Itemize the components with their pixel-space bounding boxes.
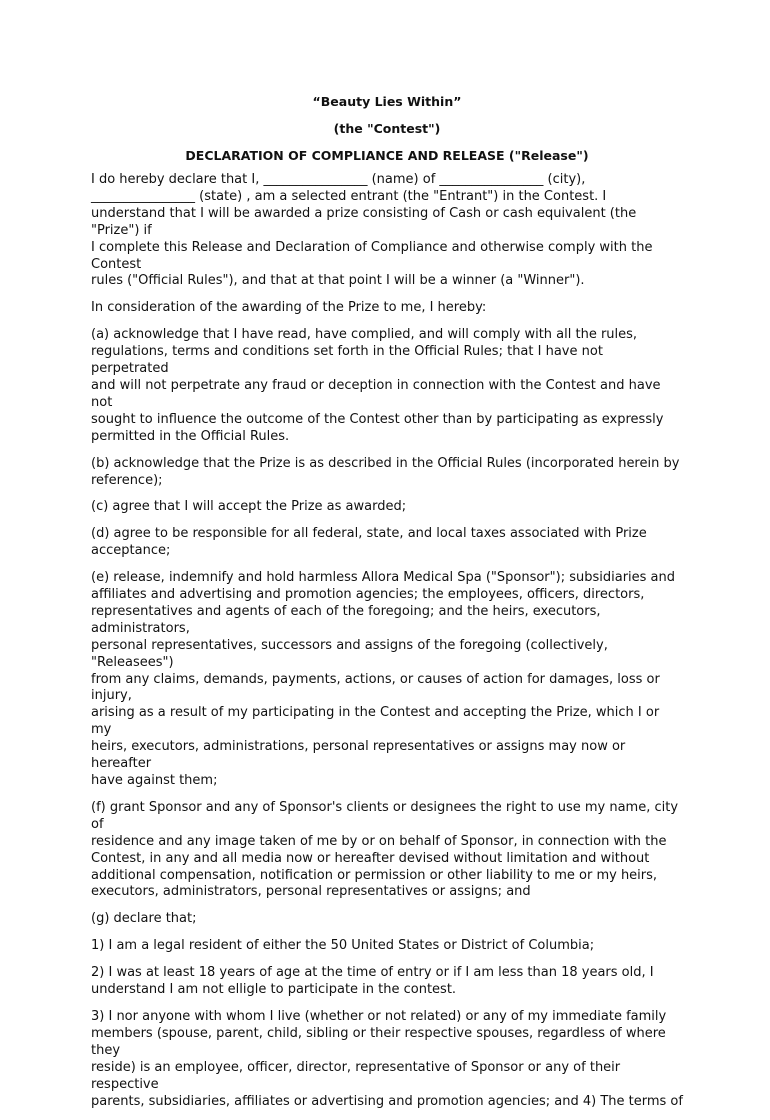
declare-item-3-paragraph: 3) I nor anyone with whom I live (whether or not related) or any of my immediate family members (spouse, parent, child, sibling or their respective spouses, regardless of where they reside) is an employee, officer, director, representative of Sponsor or any of their respective parents, subsidiaries, affiliates or advertising and promotion agencies; and 4) The terms of bbox=[91, 1008, 683, 1109]
clause-g-paragraph: (g) declare that; bbox=[91, 911, 197, 927]
document-subtitle: (the "Contest") bbox=[333, 121, 441, 136]
declare-item-2-paragraph: 2) I was at least 18 years of age at the time of entry or if I am less than 18 years old, I understand I am not elligle to participate in the contest. bbox=[91, 965, 654, 998]
document-page bbox=[91, 94, 683, 1120]
clause-a-paragraph: (a) acknowledge that I have read, have complied, and will comply with all the rules, regulations, terms and conditions set forth in the Official Rules; that I have not perpetrated and will not perpetrate any fraud or deception in connection with the Contest and have not sought to influence the outcome of the Contest other than by participating as expressly permitted in the Official Rules. bbox=[91, 327, 664, 444]
document-heading: DECLARATION OF COMPLIANCE AND RELEASE ("Release") bbox=[185, 148, 589, 163]
consideration-paragraph: In consideration of the awarding of the Prize to me, I hereby: bbox=[91, 300, 487, 316]
declaration-paragraph: I do hereby declare that I, ________________ (name) of ________________ (city), ________________ (state) , am a selected entrant (the "Entrant") in the Contest. I understand that I will be awarded a prize consisting of Cash or cash equivalent (the "Prize") if I complete this Release and Declaration of Compliance and otherwise comply with the Contest rules ("Official Rules"), and that at that point I will be a winner (a "Winner"). bbox=[91, 172, 653, 289]
clause-b-paragraph: (b) acknowledge that the Prize is as described in the Official Rules (incorporated herein by reference); bbox=[91, 455, 680, 488]
declare-item-1-paragraph: 1) I am a legal resident of either the 50 United States or District of Columbia; bbox=[91, 938, 595, 954]
clause-d-paragraph: (d) agree to be responsible for all federal, state, and local taxes associated with Prize acceptance; bbox=[91, 526, 647, 559]
clause-f-paragraph: (f) grant Sponsor and any of Sponsor's clients or designees the right to use my name, city of residence and any image taken of me by or on behalf of Sponsor, in connection with the Contest, in any and all media now or hereafter devised without limitation and without additional compensation, notification or permission or other liability to me or my heirs, executors, administrators, personal representatives or assigns; and bbox=[91, 799, 679, 900]
clause-e-paragraph: (e) release, indemnify and hold harmless Allora Medical Spa ("Sponsor"); subsidiaries and affiliates and advertising and promotion agencies; the employees, officers, directors, representatives and agents of each of the foregoing; and the heirs, executors, administrators, personal representatives, successors and assigns of the foregoing (collectively, "Releasees") from any claims, demands, payments, actions, or causes of action for damages, loss or injury, arising as a result of my participating in the Contest and accepting the Prize, which I or my heirs, executors, administrations, personal representatives or assigns may now or hereafter have against them; bbox=[91, 570, 676, 788]
document-title: “Beauty Lies Within” bbox=[312, 94, 462, 109]
clause-c-paragraph: (c) agree that I will accept the Prize as awarded; bbox=[91, 499, 407, 515]
